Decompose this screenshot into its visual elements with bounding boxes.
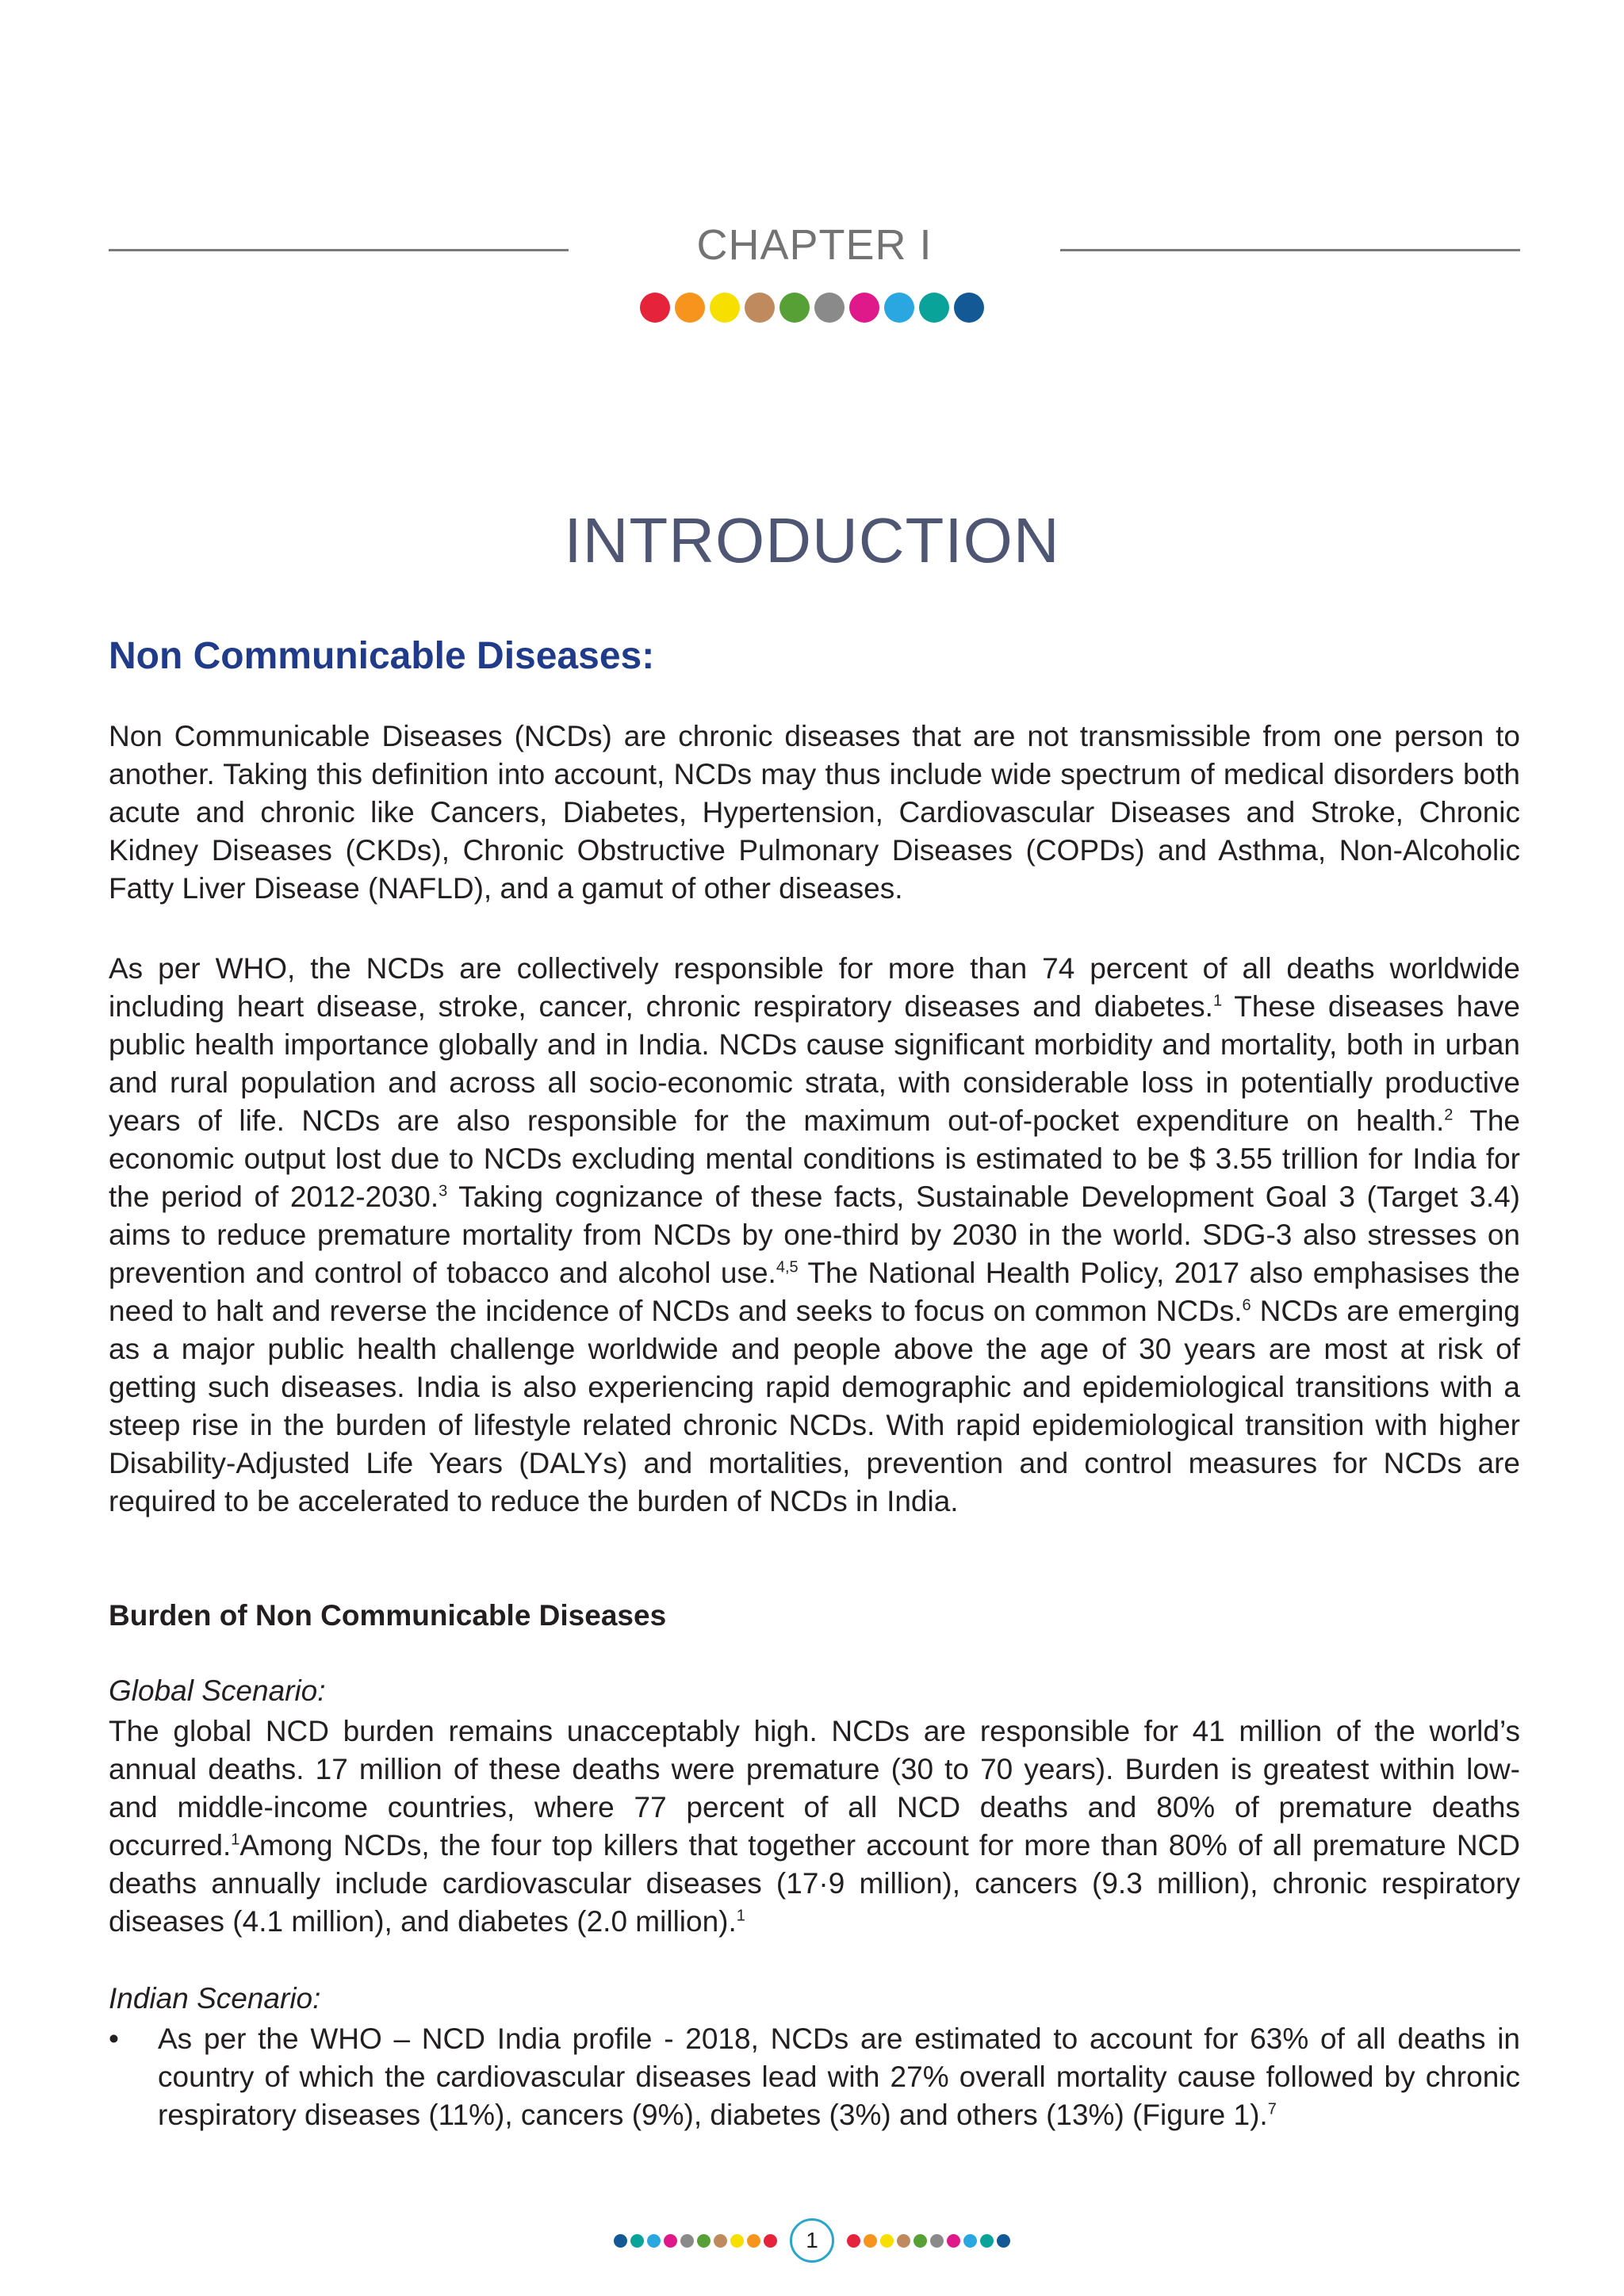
list-item [109,2020,1520,2134]
color-dot-icon [630,2234,644,2248]
indian-scenario-label: Indian Scenario: [109,1982,321,2015]
citation-ref: 6 [1242,1296,1251,1314]
color-dot-icon [779,293,810,323]
color-dot-icon [745,293,775,323]
color-dot-icon [614,2234,627,2248]
color-dot-icon [954,293,984,323]
citation-ref: 1 [1212,992,1223,1010]
color-dot-icon [919,293,949,323]
page-number: 1 [790,2218,834,2263]
paragraph-global-scenario [109,1712,1520,1941]
chapter-label: CHAPTER I [696,221,933,269]
color-dot-icon [849,293,879,323]
text-run: NCDs are emerging as a major public health challenge worldwide and people above the age of 30 years are most at risk of getting such diseases. India is also experiencing rapid demographic and epidemiological transitions with a steep rise in the burden of lifestyle related chronic NCDs. With rapid epidemiological transition with higher Disability-Adjusted Life Years (DALYs) and mortalities, prevention and control measures for NCDs are required to be accelerated to reduce the burden of NCDs in India. [109,1295,1520,1517]
citation-ref: 2 [1444,1106,1454,1124]
text-run: Among NCDs, the four top killers that together account for more than 80% of all premature NCD deaths annually include cardiovascular diseases (17·9 million), cancers (9.3 million), chronic respiratory diseases (4.1 million), and diabetes (2.0 million). [109,1829,1520,1938]
right-divider [1060,249,1520,251]
text-run: As per the WHO – NCD India profile - 2018, NCDs are estimated to account for 63% of all deaths in country of which the cardiovascular diseases lead with 27% overall mortality cause followed by chronic respiratory diseases (11%), cancers (9%), diabetes (3%) and others (13%) (Figure 1). [158,2022,1520,2131]
color-dot-icon [947,2234,960,2248]
color-dot-icon [980,2234,994,2248]
citation-ref: 1 [736,1907,745,1925]
global-scenario-label: Global Scenario: [109,1674,326,1707]
color-dot-icon [847,2234,860,2248]
paragraph-text: Non Communicable Diseases (NCDs) are chronic diseases that are not transmissible from one person to another. Taking this definition into account, NCDs may thus include wide spectrum of medical disorders both acute and chronic like Cancers, Diabetes, Hypertension, Cardiovascular Diseases and Stroke, Chronic Kidney Diseases (CKDs), Chronic Obstructive Pulmonary Diseases (COPDs) and Asthma, Non-Alcoholic Fatty Liver Disease (NAFLD), and a gamut of other diseases. [109,720,1520,905]
color-dot-icon [864,2234,877,2248]
text-run: Taking cognizance of these facts, Sustainable Development Goal 3 (Target 3.4) aims to reduce premature mortality from NCDs by one-third by 2030 in the world. SDG-3 also stresses on prevention and control of tobacco and alcohol use. [109,1181,1520,1289]
chapter-header [109,220,1520,276]
citation-ref: 4,5 [776,1258,799,1276]
page-title: INTRODUCTION [564,504,1060,576]
burden-heading: Burden of Non Communicable Diseases [109,1599,667,1632]
text-run: The economic output lost due to NCDs excluding mental conditions is estimated to be $ 3.55 trillion for India for the period of 2012-2030. [109,1104,1520,1213]
color-dot-icon [647,2234,661,2248]
citation-ref: 7 [1267,2100,1277,2118]
paragraph-ncd-burden [109,950,1520,1521]
color-dot-icon [664,2234,677,2248]
color-dot-icon [814,293,845,323]
color-dot-icon [697,2234,710,2248]
color-dot-icon [880,2234,894,2248]
color-dot-icon [897,2234,910,2248]
citation-ref: 1 [231,1831,240,1849]
color-dot-icon [997,2234,1010,2248]
page-footer [0,2218,1624,2263]
color-dot-icon [714,2234,727,2248]
bullet-icon: • [109,2022,119,2055]
color-dot-icon [680,2234,694,2248]
color-dot-icon [884,293,914,323]
color-dot-icon [730,2234,744,2248]
color-dot-icon [710,293,740,323]
text-run: As per WHO, the NCDs are collectively responsible for more than 74 percent of all deaths worldwide including heart disease, stroke, cancer, chronic respiratory diseases and diabetes. [109,952,1520,1023]
paragraph-ncd-definition [109,718,1520,908]
color-dot-icon [640,293,670,323]
text-run: The global NCD burden remains unacceptably high. NCDs are responsible for 41 million of the world’s annual deaths. 17 million of these deaths were premature (30 to 70 years). Burden is greatest within low- and middle-income countries, where 77 percent of all NCD deaths and 80% of premature deaths occurred. [109,1715,1520,1862]
color-dot-icon [747,2234,760,2248]
text-run: These diseases have public health importance globally and in India. NCDs cause significant morbidity and mortality, both in urban and rural population and across all socio-economic strata, with considerable loss in potentially productive years of life. NCDs are also responsible for the maximum out-of-pocket expenditure on health. [109,990,1520,1137]
color-dot-icon [914,2234,927,2248]
chapter-color-dots [0,293,1624,323]
text-run: The National Health Policy, 2017 also emphasises the need to halt and reverse the incidence of NCDs and seeks to focus on common NCDs. [109,1257,1521,1327]
section-heading: Non Communicable Diseases: [109,635,655,677]
color-dot-icon [764,2234,777,2248]
color-dot-icon [675,293,705,323]
citation-ref: 3 [439,1182,448,1200]
color-dot-icon [963,2234,977,2248]
color-dot-icon [930,2234,944,2248]
